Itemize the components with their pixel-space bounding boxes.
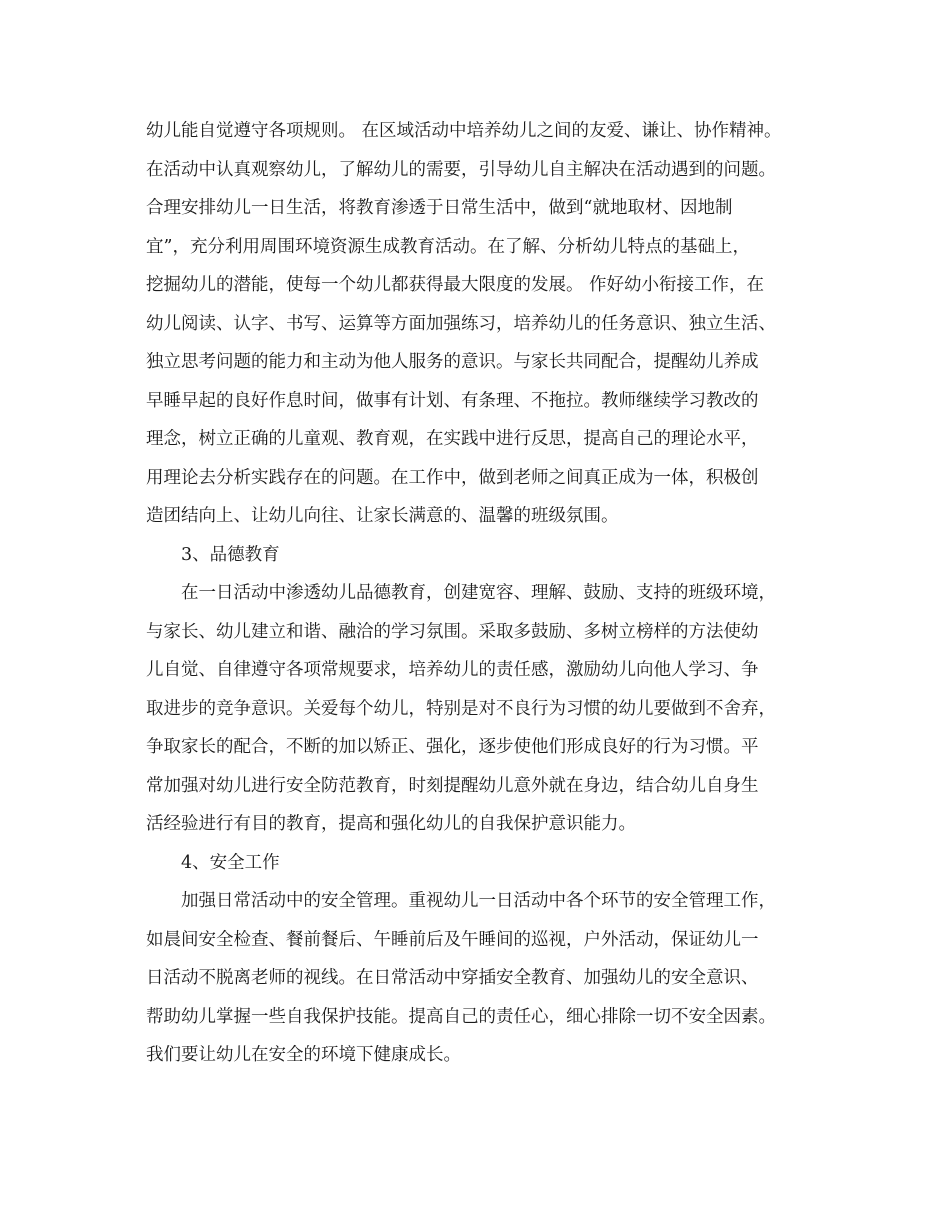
body-line: 独立思考问题的能力和主动为他人服务的意识。与家长共同配合，提醒幼儿养成 (146, 352, 759, 372)
section4-line: 加强日常活动中的安全管理。重视幼儿一日活动中各个环节的安全管理工作， (181, 891, 776, 911)
body-line: 挖掘幼儿的潜能，使每一个幼儿都获得最大限度的发展。 作好幼小衔接工作，在 (146, 275, 765, 295)
body-line: 早睡早起的良好作息时间，做事有计划、有条理、不拖拉。教师继续学习教改的 (146, 390, 759, 411)
body-line: 宜”，充分利用周围环境资源生成教育活动。在了解、分析幼儿特点的基础上， (146, 236, 750, 257)
section3-line: 与家长、幼儿建立和谐、融洽的学习氛围。采取多鼓励、多树立榜样的方法使幼 (146, 621, 759, 642)
section3-line: 活经验进行有目的教育，提高和强化幼儿的自我保护意识能力。 (146, 814, 636, 834)
document-body (146, 112, 836, 1075)
body-line: 幼儿阅读、认字、书写、运算等方面加强练习，培养幼儿的任务意识、独立生活、 (146, 313, 776, 334)
section-heading-safety-work: 4、安全工作 (181, 852, 280, 873)
body-line: 造团结向上、让幼儿向往、让家长满意的、温馨的班级氛围。 (146, 506, 619, 526)
section3-line: 在一日活动中渗透幼儿品德教育，创建宽容、理解、鼓励、支持的班级环境， (181, 583, 776, 603)
section3-line: 儿自觉、自律遵守各项常规要求，培养幼儿的责任感，激励幼儿向他人学习、争 (146, 660, 759, 680)
section4-line: 我们要让幼儿在安全的环境下健康成长。 (146, 1045, 461, 1065)
section3-line: 争取家长的配合，不断的加以矫正、强化，逐步使他们形成良好的行为习惯。平 (146, 737, 759, 757)
body-line: 幼儿能自觉遵守各项规则。 在区域活动中培养幼儿之间的友爱、谦让、协作精神。 (146, 121, 782, 141)
body-line: 用理论去分析实践存在的问题。在工作中，做到老师之间真正成为一体，积极创 (146, 467, 759, 488)
section4-line: 如晨间安全检查、餐前餐后、午睡前后及午睡间的巡视，户外活动，保证幼儿一 (146, 929, 759, 950)
body-line: 在活动中认真观察幼儿，了解幼儿的需要，引导幼儿自主解决在活动遇到的问题。 (146, 159, 776, 180)
section4-line: 日活动不脱离老师的视线。在日常活动中穿插安全教育、加强幼儿的安全意识、 (146, 968, 759, 988)
body-line: 合理安排幼儿一日生活，将教育渗透于日常生活中，做到“就地取材、因地制 (146, 198, 733, 218)
body-line: 理念，树立正确的儿童观、教育观，在实践中进行反思，提高自己的理论水平， (146, 429, 759, 449)
section-heading-moral-education: 3、品德教育 (181, 544, 280, 565)
section3-line: 常加强对幼儿进行安全防范教育，时刻提醒幼儿意外就在身边，结合幼儿自身生 (146, 775, 759, 796)
section4-line: 帮助幼儿掌握一些自我保护技能。提高自己的责任心，细心排除一切不安全因素。 (146, 1006, 776, 1027)
section3-line: 取进步的竞争意识。关爱每个幼儿，特别是对不良行为习惯的幼儿要做到不舍弃， (146, 698, 776, 719)
